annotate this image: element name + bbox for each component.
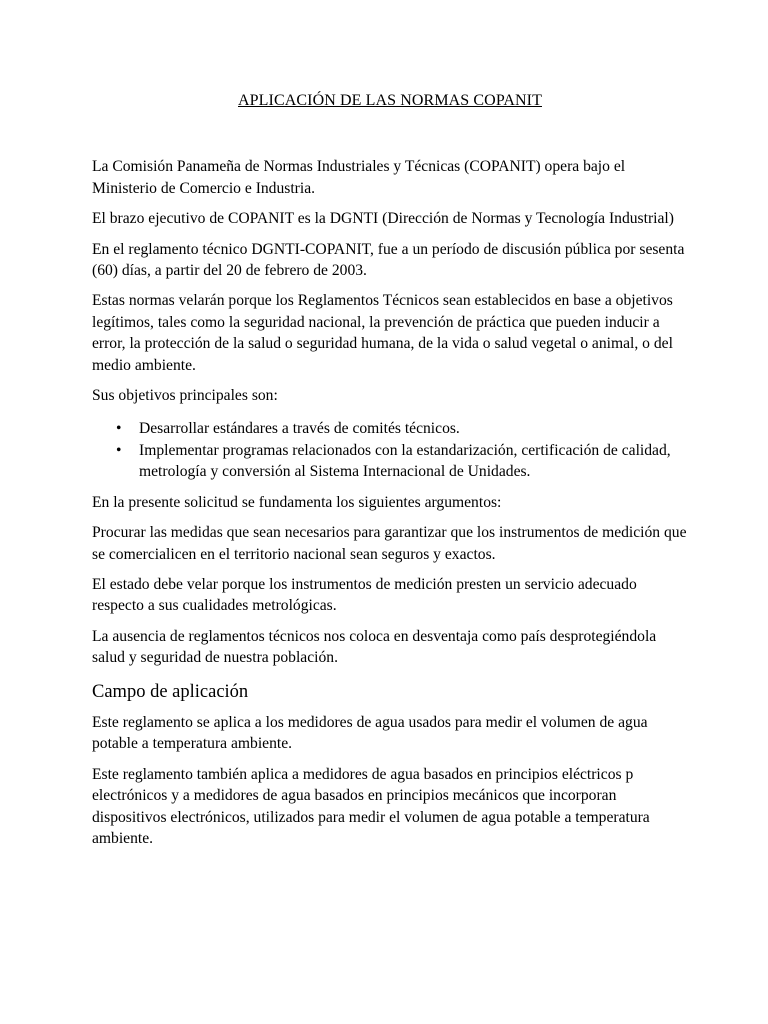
list-item: [92, 440, 688, 483]
paragraph-dgnti: El brazo ejecutivo de COPANIT es la DGNTI (Dirección de Normas y Tecnología Industrial): [92, 210, 674, 228]
paragraph-absence-regulations: La ausencia de reglamentos técnicos nos coloca en desventaja como país desprotegiéndola salud y seguridad de nuestra población.: [92, 627, 657, 667]
document-title: APLICACIÓN DE LAS NORMAS COPANIT: [238, 92, 542, 109]
paragraph-copanit-intro: La Comisión Panameña de Normas Industriales y Técnicas (COPANIT) opera bajo el Ministerio de Comercio e Industria.: [92, 158, 626, 197]
objectives-list: [92, 418, 688, 482]
section-heading-scope: Campo de aplicación: [92, 681, 249, 702]
list-item: [92, 418, 688, 439]
list-item-text: Desarrollar estándares a través de comités técnicos.: [139, 420, 460, 438]
paragraph-state-duty: El estado debe velar porque los instrumentos de medición presten un servicio adecuado respecto a sus cualidades metrológicas.: [92, 575, 637, 615]
bullet-icon: •: [116, 441, 122, 459]
list-item-text: Implementar programas relacionados con la estandarización, certificación de calidad, metrología y conversión al Sistema Internacional de Unidades.: [139, 441, 671, 481]
paragraph-arguments-lead: En la presente solicitud se fundamenta los siguientes argumentos:: [92, 493, 502, 511]
paragraph-legitimate-objectives: Estas normas velarán porque los Reglamentos Técnicos sean establecidos en base a objetivos legítimos, tales como la seguridad nacional, la prevención de práctica que pueden inducir a error, la protección de la salud o seguridad humana, de la vida o salud vegetal o animal, o del medio ambiente.: [92, 292, 673, 374]
paragraph-measures: Procurar las medidas que sean necesarios para garantizar que los instrumentos de medición que se comercialicen en el territorio nacional sean seguros y exactos.: [92, 524, 687, 563]
paragraph-scope-2: Este reglamento también aplica a medidores de agua basados en principios eléctricos p electrónicos y a medidores de agua basados en principios mecánicos que incorporan dispositivos electrónicos, utilizados para medir el volumen de agua potable a temperatura ambiente.: [92, 765, 650, 847]
paragraph-objectives-lead: Sus objetivos principales son:: [92, 387, 278, 405]
document-page: [92, 90, 688, 858]
paragraph-discussion-period: En el reglamento técnico DGNTI-COPANIT, fue a un período de discusión pública por sesenta (60) días, a partir del 20 de febrero de 2003.: [92, 240, 685, 280]
bullet-icon: •: [116, 420, 122, 438]
paragraph-scope-1: Este reglamento se aplica a los medidores de agua usados para medir el volumen de agua potable a temperatura ambiente.: [92, 713, 648, 753]
